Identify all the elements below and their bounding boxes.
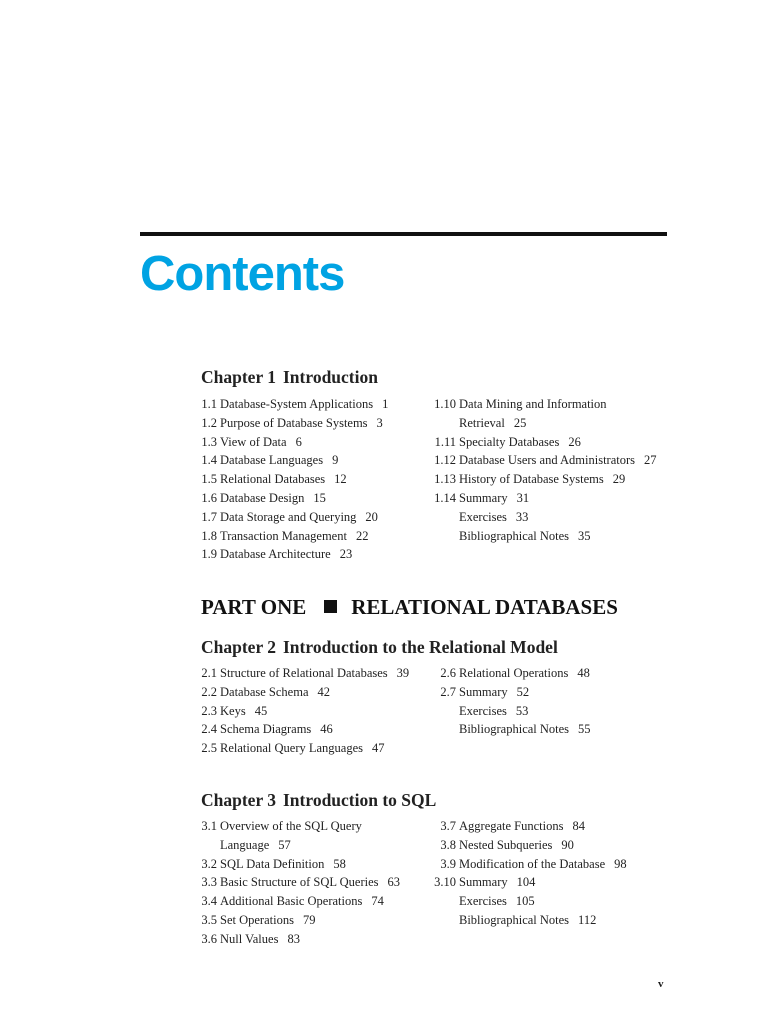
section-number: 1.11 <box>434 434 456 449</box>
section-title <box>459 470 625 489</box>
toc-entry[interactable] <box>440 720 680 739</box>
toc-entry[interactable] <box>434 489 680 508</box>
chapter-2-right-column <box>440 664 680 739</box>
page-ref: 15 <box>313 490 326 505</box>
section-title <box>220 451 338 470</box>
section-title-text: Purpose of Database Systems <box>220 415 368 430</box>
top-rule <box>140 232 667 236</box>
section-title-text: Null Values <box>220 931 279 946</box>
section-title-text: Language <box>220 837 270 852</box>
section-title <box>220 817 371 836</box>
section-number: 2.2 <box>201 684 217 699</box>
square-bullet-icon <box>324 600 337 613</box>
chapter-title: Introduction to the Relational Model <box>283 637 558 657</box>
section-title-text: Exercises <box>459 509 507 524</box>
page-ref: 45 <box>254 703 268 718</box>
page-ref: 33 <box>515 509 529 524</box>
chapter-3-left-column <box>201 817 431 949</box>
toc-entry[interactable] <box>434 470 680 489</box>
section-title-text: Relational Databases <box>220 472 326 487</box>
part-label: PART ONE <box>201 595 307 619</box>
toc-entry[interactable] <box>440 508 680 527</box>
toc-entry[interactable] <box>440 836 680 855</box>
page-ref: 74 <box>371 894 384 909</box>
section-title-text: Bibliographical Notes <box>459 722 570 737</box>
toc-entry[interactable] <box>440 414 680 433</box>
section-title-text: Summary <box>459 490 508 505</box>
section-title <box>459 395 616 414</box>
page-ref: 42 <box>317 684 331 699</box>
section-title <box>459 451 657 470</box>
section-number: 2.1 <box>201 666 217 680</box>
page-ref: 46 <box>320 722 333 737</box>
page-ref: 23 <box>339 547 353 562</box>
page-ref: 22 <box>355 528 369 543</box>
section-number: 1.7 <box>201 509 217 524</box>
chapter-label: Chapter 1 <box>201 367 277 387</box>
toc-entry[interactable] <box>201 414 421 433</box>
page-ref: 39 <box>396 666 410 680</box>
toc-entry[interactable] <box>201 470 421 489</box>
toc-entry[interactable] <box>201 930 431 949</box>
section-number: 3.10 <box>434 875 456 890</box>
section-title <box>220 664 409 683</box>
section-number: 3.5 <box>201 912 217 927</box>
page-ref: 25 <box>513 415 527 430</box>
toc-entry[interactable] <box>201 545 421 564</box>
section-title <box>220 508 378 527</box>
page-ref: 35 <box>578 528 591 543</box>
part-title: RELATIONAL DATABASES <box>351 595 618 619</box>
section-title <box>459 527 591 546</box>
toc-entry[interactable] <box>434 451 680 470</box>
page-ref: 104 <box>516 875 536 890</box>
section-number: 3.7 <box>440 819 456 833</box>
section-title-text: Database Architecture <box>220 547 331 562</box>
chapter-title: Introduction to SQL <box>283 790 437 810</box>
section-title-text: Bibliographical Notes <box>459 528 570 543</box>
section-number: 1.6 <box>201 490 217 505</box>
page-ref: 84 <box>572 819 585 833</box>
section-title-text: Structure of Relational Databases <box>220 666 388 680</box>
toc-entry[interactable] <box>201 836 431 855</box>
section-title <box>459 836 574 855</box>
page-ref: 53 <box>515 703 529 718</box>
section-number: 2.5 <box>201 741 217 756</box>
section-number: 1.14 <box>434 490 456 505</box>
section-number: 2.4 <box>201 722 217 737</box>
toc-entry[interactable] <box>440 892 680 911</box>
section-title <box>220 545 352 564</box>
section-title-text: SQL Data Definition <box>220 856 325 871</box>
section-title-text: View of Data <box>220 434 287 449</box>
page-ref: 83 <box>287 931 300 946</box>
section-number: 1.4 <box>201 453 217 468</box>
section-title-text: History of Database Systems <box>459 472 604 487</box>
chapter-2-left-column <box>201 664 431 758</box>
section-title <box>220 395 388 414</box>
chapter-label: Chapter 3 <box>201 790 277 810</box>
section-number: 3.3 <box>201 875 217 890</box>
section-number: 1.8 <box>201 528 217 543</box>
chapter-title: Introduction <box>283 367 378 387</box>
page-ref: 6 <box>295 434 302 449</box>
section-title-text: Overview of the SQL Query <box>220 819 362 833</box>
section-title-text: Bibliographical Notes <box>459 912 570 927</box>
section-number: 2.3 <box>201 703 217 718</box>
toc-entry[interactable] <box>201 720 431 739</box>
section-title-text: Exercises <box>459 894 507 909</box>
page-ref: 55 <box>578 722 591 737</box>
page-ref: 98 <box>614 856 627 871</box>
toc-entry[interactable] <box>201 664 431 683</box>
toc-entry[interactable] <box>440 817 680 836</box>
section-number: 1.13 <box>434 472 456 487</box>
section-title-text: Transaction Management <box>220 528 347 543</box>
section-number: 3.1 <box>201 819 217 833</box>
chapter-1-heading <box>201 366 378 388</box>
section-title <box>459 433 581 452</box>
section-title <box>220 855 346 874</box>
section-title <box>220 527 368 546</box>
section-title <box>459 873 535 892</box>
page-ref: 57 <box>278 837 291 852</box>
page-ref: 90 <box>561 837 574 852</box>
page-ref: 79 <box>302 912 316 927</box>
section-title <box>220 414 383 433</box>
section-title-text: Relational Query Languages <box>220 741 364 756</box>
section-title <box>459 911 596 930</box>
page-ref: 52 <box>516 684 530 699</box>
section-title <box>459 489 529 508</box>
section-number: 3.8 <box>440 837 456 852</box>
page-ref: 63 <box>387 875 401 890</box>
toc-entry[interactable] <box>201 527 421 546</box>
toc-entry[interactable] <box>201 855 431 874</box>
toc-entry[interactable] <box>201 451 421 470</box>
toc-entry[interactable] <box>440 702 680 721</box>
toc-entry[interactable] <box>440 855 680 874</box>
page-ref: 9 <box>332 453 339 468</box>
toc-entry[interactable] <box>440 664 680 683</box>
section-number: 1.12 <box>434 453 456 468</box>
section-title <box>220 470 347 489</box>
section-title-text: Summary <box>459 684 508 699</box>
section-title-text: Aggregate Functions <box>459 819 564 833</box>
chapter-1-right-column <box>434 395 680 545</box>
toc-entry[interactable] <box>201 892 431 911</box>
page-ref: 58 <box>333 856 346 871</box>
toc-entry[interactable] <box>201 508 421 527</box>
section-title <box>459 817 585 836</box>
section-title-text: Database Design <box>220 490 305 505</box>
toc-entry[interactable] <box>201 817 431 836</box>
toc-entry[interactable] <box>434 873 680 892</box>
page-ref: 105 <box>515 894 535 909</box>
section-title-text: Data Mining and Information <box>459 397 607 411</box>
section-title <box>459 414 526 433</box>
toc-entry[interactable] <box>440 683 680 702</box>
section-title-text: Set Operations <box>220 912 294 927</box>
part-heading <box>201 594 618 620</box>
section-title <box>220 489 326 508</box>
section-number: 3.2 <box>201 856 217 871</box>
section-title-text: Database-System Applications <box>220 397 374 411</box>
page-ref: 12 <box>334 472 347 487</box>
section-number: 1.3 <box>201 434 217 449</box>
toc-entry[interactable] <box>201 489 421 508</box>
section-title <box>220 836 291 855</box>
section-title-text: Database Languages <box>220 453 324 468</box>
page-ref: 48 <box>577 666 590 680</box>
section-title <box>220 720 333 739</box>
page-ref: 20 <box>365 509 378 524</box>
page-ref: 1 <box>382 397 389 411</box>
section-title <box>220 911 315 930</box>
page-ref: 112 <box>578 912 597 927</box>
section-title <box>459 683 529 702</box>
section-title-text: Data Storage and Querying <box>220 509 357 524</box>
section-title-text: Keys <box>220 703 246 718</box>
section-number: 3.6 <box>201 931 217 946</box>
section-title <box>459 664 590 683</box>
section-title-text: Summary <box>459 875 508 890</box>
chapter-1-left-column <box>201 395 421 564</box>
page-ref: 47 <box>372 741 385 756</box>
toc-entry[interactable] <box>434 433 680 452</box>
section-number: 1.5 <box>201 472 217 487</box>
toc-entry[interactable] <box>434 395 680 414</box>
section-title-text: Database Users and Administrators <box>459 453 636 468</box>
page-ref: 26 <box>568 434 581 449</box>
section-number: 3.9 <box>440 856 456 871</box>
section-title-text: Schema Diagrams <box>220 722 312 737</box>
section-title-text: Exercises <box>459 703 507 718</box>
page-title: Contents <box>140 247 345 301</box>
section-title <box>459 892 535 911</box>
chapter-3-heading <box>201 789 436 811</box>
page-ref: 29 <box>612 472 626 487</box>
section-title <box>220 433 302 452</box>
section-title <box>459 720 591 739</box>
section-title-text: Database Schema <box>220 684 309 699</box>
section-number: 1.10 <box>434 397 456 411</box>
toc-entry[interactable] <box>201 873 431 892</box>
section-title <box>459 702 528 721</box>
toc-entry[interactable] <box>201 702 431 721</box>
toc-entry[interactable] <box>440 527 680 546</box>
section-title <box>220 683 330 702</box>
chapter-3-right-column <box>434 817 680 930</box>
toc-entry[interactable] <box>440 911 680 930</box>
section-number: 3.4 <box>201 894 217 909</box>
section-title-text: Specialty Databases <box>459 434 560 449</box>
section-number: 1.1 <box>201 397 217 411</box>
section-number: 1.9 <box>201 547 217 562</box>
section-title-text: Basic Structure of SQL Queries <box>220 875 379 890</box>
toc-entry[interactable] <box>201 683 431 702</box>
chapter-label: Chapter 2 <box>201 637 277 657</box>
section-title <box>220 873 400 892</box>
section-number: 2.6 <box>440 666 456 680</box>
chapter-2-heading <box>201 636 558 658</box>
page-ref: 27 <box>644 453 657 468</box>
toc-entry[interactable] <box>201 395 421 414</box>
page-ref: 31 <box>516 490 530 505</box>
section-title <box>459 508 528 527</box>
section-title-text: Relational Operations <box>459 666 569 680</box>
section-title-text: Additional Basic Operations <box>220 894 363 909</box>
page-ref: 3 <box>376 415 383 430</box>
toc-entry[interactable] <box>201 433 421 452</box>
section-title <box>220 930 300 949</box>
section-title <box>459 855 627 874</box>
section-number: 1.2 <box>201 415 217 430</box>
section-title <box>220 702 267 721</box>
page-number: v <box>658 978 664 990</box>
section-number: 2.7 <box>440 684 456 699</box>
section-title-text: Retrieval <box>459 415 505 430</box>
section-title <box>220 739 385 758</box>
section-title-text: Modification of the Database <box>459 856 606 871</box>
section-title-text: Nested Subqueries <box>459 837 553 852</box>
section-title <box>220 892 384 911</box>
toc-entry[interactable] <box>201 739 431 758</box>
toc-entry[interactable] <box>201 911 431 930</box>
